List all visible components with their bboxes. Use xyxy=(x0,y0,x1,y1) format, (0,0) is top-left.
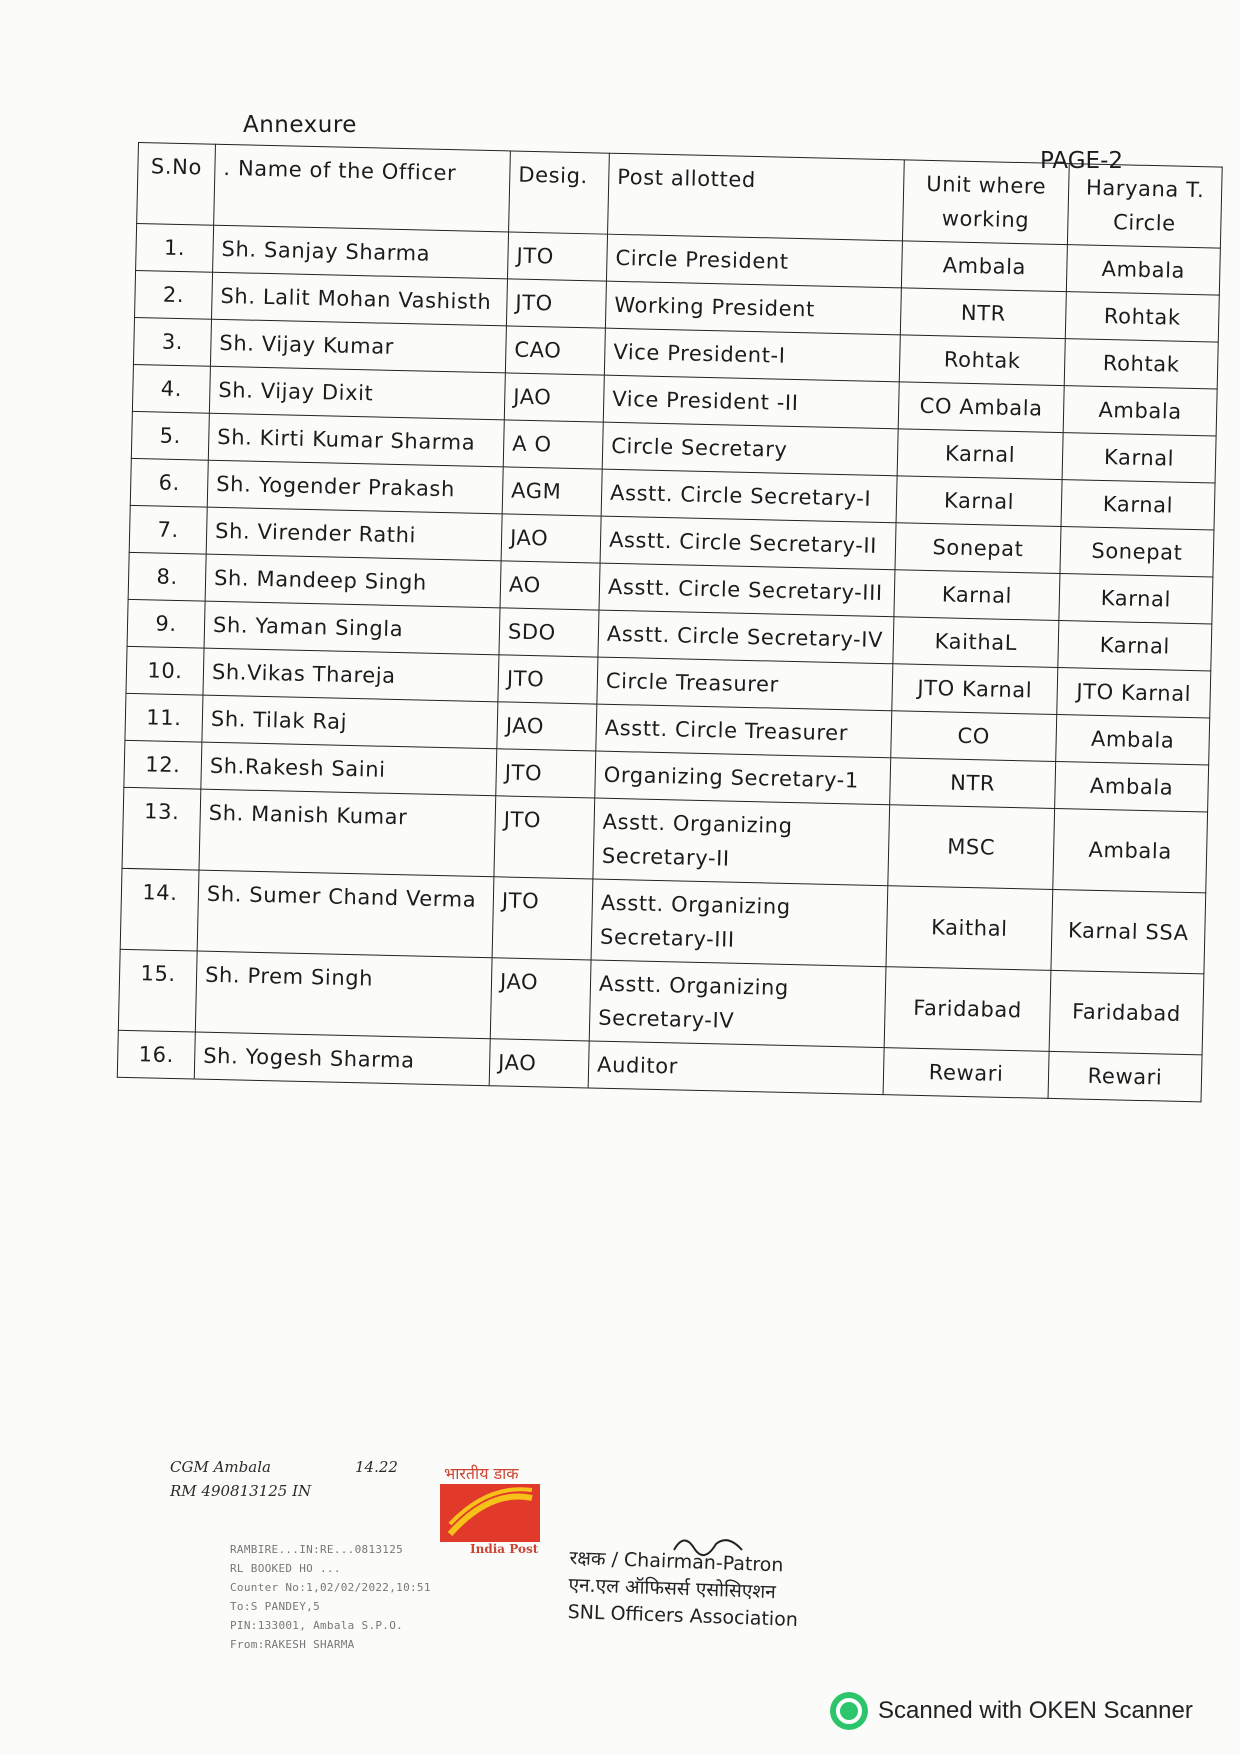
cell-unit: Ambala xyxy=(901,241,1067,292)
cell-desig: JTO xyxy=(496,749,596,798)
scanner-watermark xyxy=(830,1692,1193,1730)
cell-sno: 11. xyxy=(125,693,203,742)
receipt-line: PIN:133001, Ambala S.P.O. xyxy=(230,1619,404,1632)
cell-desig: JAO xyxy=(490,958,591,1041)
cell-name: Sh. Manish Kumar xyxy=(199,789,496,877)
cell-desig: CAO xyxy=(505,326,605,375)
cell-sno: 16. xyxy=(117,1030,195,1079)
cell-sno: 3. xyxy=(133,317,211,366)
cell-post: Asstt. Circle Treasurer xyxy=(596,704,892,758)
india-post-label: India Post xyxy=(470,1542,539,1556)
cell-circle: Ambala xyxy=(1063,386,1217,436)
cell-circle: Ambala xyxy=(1055,761,1209,811)
cell-name: Sh. Lalit Mohan Vashisth xyxy=(211,272,507,326)
cell-sno: 1. xyxy=(136,223,214,272)
cell-unit: CO xyxy=(891,711,1057,762)
cell-post: Circle Secretary xyxy=(602,422,898,476)
cell-post: Organizing Secretary-1 xyxy=(595,751,891,805)
cell-unit: CO Ambala xyxy=(898,382,1064,433)
cell-post: Vice President-I xyxy=(604,328,900,382)
cell-post: Asstt. Organizing Secretary-II xyxy=(593,798,890,886)
cell-unit: Rohtak xyxy=(899,335,1065,386)
handnote-line: CGM Ambala xyxy=(170,1458,271,1476)
cell-sno: 13. xyxy=(122,787,201,870)
signature-line: रक्षक / Chairman-Patron xyxy=(569,1546,784,1577)
cell-unit: MSC xyxy=(888,805,1055,890)
col-header-unit: Unit where working xyxy=(902,160,1069,245)
cell-sno: 8. xyxy=(128,552,206,601)
cell-desig: JTO xyxy=(507,232,607,281)
cell-unit: NTR xyxy=(900,288,1066,339)
receipt-line: To:S PANDEY,5 xyxy=(230,1600,320,1613)
cell-desig: JTO xyxy=(498,655,598,704)
signature-stamp xyxy=(567,1545,800,1634)
cell-sno: 12. xyxy=(124,740,202,789)
officers-table-wrapper xyxy=(117,142,1205,1102)
cell-circle: Karnal xyxy=(1059,574,1213,624)
receipt-line: RAMBIRE...IN:RE...0813125 xyxy=(230,1543,404,1556)
cell-post: Asstt. Organizing Secretary-III xyxy=(591,879,888,967)
cell-name: Sh. Kirti Kumar Sharma xyxy=(208,413,504,467)
cell-post: Asstt. Organizing Secretary-IV xyxy=(589,960,886,1048)
cell-desig: A O xyxy=(503,420,603,469)
signature-line: एन.एल ऑफिसर्स एसोसिएशन xyxy=(568,1573,777,1604)
cell-post: Circle President xyxy=(606,234,902,288)
cell-desig: AGM xyxy=(502,467,602,516)
cell-name: Sh. Vijay Dixit xyxy=(209,366,505,420)
cell-circle: Rewari xyxy=(1048,1051,1202,1101)
cell-post: Auditor xyxy=(588,1041,884,1095)
cell-circle: Faridabad xyxy=(1049,970,1204,1054)
cell-circle: Sonepat xyxy=(1060,527,1214,577)
col-header-post: Post allotted xyxy=(608,153,905,241)
receipt-line: RL BOOKED HO ... xyxy=(230,1562,341,1575)
cell-sno: 10. xyxy=(126,646,204,695)
annexure-heading: Annexure xyxy=(243,112,357,138)
cell-circle: Ambala xyxy=(1053,808,1208,892)
cell-unit: NTR xyxy=(890,758,1056,809)
cell-name: Sh. Prem Singh xyxy=(195,951,492,1039)
cell-sno: 7. xyxy=(129,505,207,554)
cell-unit: JTO Karnal xyxy=(892,664,1058,715)
cell-name: Sh. Sanjay Sharma xyxy=(213,225,509,279)
col-header-name: . Name of the Officer xyxy=(214,144,511,232)
cell-sno: 6. xyxy=(130,458,208,507)
officers-table xyxy=(117,142,1223,1102)
cell-desig: AO xyxy=(500,561,600,610)
scanner-text: Scanned with OKEN Scanner xyxy=(878,1697,1193,1724)
cell-desig: JAO xyxy=(497,702,597,751)
receipt-line: Counter No:1,02/02/2022,10:51 xyxy=(230,1581,431,1594)
receipt-line: From:RAKESH SHARMA xyxy=(230,1638,355,1651)
cell-name: Sh. Vijay Kumar xyxy=(210,319,506,373)
cell-unit: Karnal xyxy=(896,476,1062,527)
cell-name: Sh.Vikas Thareja xyxy=(203,648,499,702)
cell-sno: 4. xyxy=(132,364,210,413)
cell-name: Sh. Yogender Prakash xyxy=(207,460,503,514)
cell-name: Sh. Mandeep Singh xyxy=(205,554,501,608)
cell-post: Asstt. Circle Secretary-IV xyxy=(598,610,894,664)
cell-post: Circle Treasurer xyxy=(597,657,893,711)
cell-circle: Karnal SSA xyxy=(1051,889,1206,973)
cell-circle: Ambala xyxy=(1066,245,1220,295)
col-header-circle: Haryana T. Circle xyxy=(1067,164,1222,248)
india-post-hindi: भारतीय डाक xyxy=(444,1464,519,1483)
cell-name: Sh. Yogesh Sharma xyxy=(194,1032,490,1086)
col-header-sno: S.No xyxy=(137,143,216,226)
cell-post: Working President xyxy=(605,281,901,335)
page-number: PAGE-2 xyxy=(1040,148,1124,174)
india-post-emblem-icon xyxy=(440,1484,540,1542)
handnote-line: RM 490813125 IN xyxy=(170,1482,312,1500)
cell-sno: 9. xyxy=(127,599,205,648)
cell-circle: Rohtak xyxy=(1064,339,1218,389)
cell-sno: 14. xyxy=(120,868,199,951)
cell-circle: Karnal xyxy=(1058,621,1212,671)
cell-unit: Karnal xyxy=(897,429,1063,480)
cell-unit: Faridabad xyxy=(884,967,1051,1052)
cell-name: Sh. Sumer Chand Verma xyxy=(197,870,494,958)
cell-name: Sh. Tilak Raj xyxy=(202,695,498,749)
cell-circle: Karnal xyxy=(1061,480,1215,530)
cell-desig: JAO xyxy=(501,514,601,563)
cell-unit: Kaithal xyxy=(886,886,1053,971)
cell-unit: Karnal xyxy=(894,570,1060,621)
cell-circle: Rohtak xyxy=(1065,292,1219,342)
signature-line: SNL Officers Association xyxy=(567,1600,799,1631)
cell-post: Asstt. Circle Secretary-II xyxy=(600,516,896,570)
postal-receipt xyxy=(230,1540,460,1654)
cell-desig: SDO xyxy=(499,608,599,657)
scanner-logo-icon xyxy=(830,1692,868,1730)
cell-circle: JTO Karnal xyxy=(1057,668,1211,718)
cell-sno: 5. xyxy=(131,411,209,460)
col-header-desig: Desig. xyxy=(509,151,610,234)
cell-post: Asstt. Circle Secretary-III xyxy=(599,563,895,617)
cell-desig: JAO xyxy=(489,1039,589,1088)
cell-circle: Karnal xyxy=(1062,433,1216,483)
cell-unit: KaithaL xyxy=(893,617,1059,668)
cell-desig: JTO xyxy=(494,796,595,879)
handwritten-note xyxy=(170,1455,398,1503)
cell-desig: JTO xyxy=(492,877,593,960)
cell-sno: 15. xyxy=(118,949,197,1032)
cell-desig: JTO xyxy=(506,279,606,328)
cell-unit: Rewari xyxy=(883,1048,1049,1099)
cell-post: Vice President -II xyxy=(603,375,899,429)
handnote-line: 14.22 xyxy=(355,1458,398,1476)
cell-sno: 2. xyxy=(135,270,213,319)
cell-post: Asstt. Circle Secretary-I xyxy=(601,469,897,523)
cell-circle: Ambala xyxy=(1056,714,1210,764)
cell-desig: JAO xyxy=(504,373,604,422)
cell-name: Sh. Virender Rathi xyxy=(206,507,502,561)
cell-name: Sh. Yaman Singla xyxy=(204,601,500,655)
cell-name: Sh.Rakesh Saini xyxy=(201,742,497,796)
cell-unit: Sonepat xyxy=(895,523,1061,574)
